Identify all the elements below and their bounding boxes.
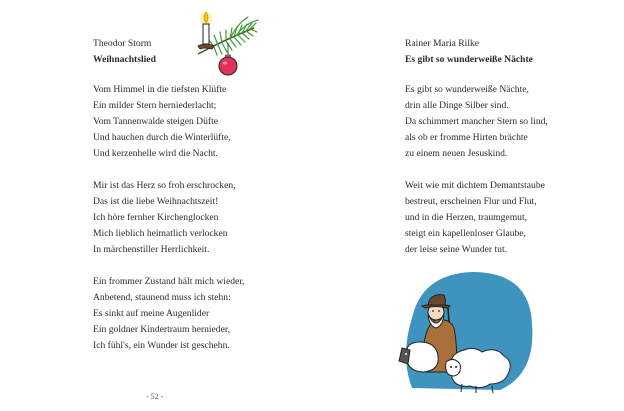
right-poem-author: Rainer Maria Rilke <box>405 38 480 49</box>
poem-line: als ob er fromme Hirten brächte <box>405 132 528 143</box>
poem-line: Das ist die liebe Weihnachtszeit! <box>93 196 219 207</box>
poem-line: Mich lieblich heimatlich verlocken <box>93 228 228 239</box>
poem-line: Anbetend, staunend muss ich stehn: <box>93 292 231 303</box>
poem-line: Ein frommer Zustand hält mich wieder, <box>93 276 245 287</box>
poem-line: In märchenstiller Herrlichkeit. <box>93 244 210 255</box>
left-poem-stanza-2 <box>93 178 343 258</box>
poem-line: Weit wie mit dichtem Demantstaube <box>405 180 545 191</box>
left-poem <box>93 36 343 370</box>
poem-line: Da schimmert mancher Stern so lind, <box>405 116 548 127</box>
poem-line: zu einem neuen Jesuskind. <box>405 148 508 159</box>
right-poem <box>405 36 605 274</box>
right-poem-stanza-2 <box>405 178 605 258</box>
poem-line: drin alle Dinge Silber sind. <box>405 100 509 111</box>
poem-line: Ich höre fernher Kirchenglocken <box>93 212 219 223</box>
poem-line: der leise seine Wunder tut. <box>405 244 508 255</box>
ornament-icon <box>219 43 237 75</box>
poem-line: Und hauchen durch die Winterlüfte, <box>93 132 231 143</box>
candle-branch-illustration <box>184 10 270 78</box>
left-poem-author: Theodor Storm <box>93 38 152 49</box>
left-poem-title: Weihnachtslied <box>93 54 156 65</box>
sheep-left-icon <box>399 342 438 372</box>
poem-line: Vom Himmel in die tiefsten Klüfte <box>93 84 227 95</box>
poem-line: Mir ist das Herz so froh erschrocken, <box>93 180 236 191</box>
right-poem-title: Es gibt so wunderweiße Nächte <box>405 54 533 65</box>
right-poem-stanza-1 <box>405 82 605 162</box>
poem-line: Ich fühl's, ein Wunder ist geschehn. <box>93 340 230 351</box>
poem-line: Es sinkt auf meine Augenlider <box>93 308 210 319</box>
poem-line: und in die Herzen, traumgemut, <box>405 212 528 223</box>
shepherd-sheep-illustration <box>392 268 542 398</box>
poem-line: bestreut, erscheinen Flur und Flut, <box>405 196 537 207</box>
poem-line: Ein goldner Kindertraum hernieder, <box>93 324 231 335</box>
page-number: - 52 - <box>146 392 164 401</box>
left-poem-stanza-3 <box>93 274 343 354</box>
poem-line: Und kerzenhelle wird die Nacht. <box>93 148 218 159</box>
poem-line: Ein milder Stern herniederlacht; <box>93 100 217 111</box>
poem-line: Vom Tannenwalde steigen Düfte <box>93 116 218 127</box>
poem-line: steigt ein kapellenloser Glaube, <box>405 228 526 239</box>
poem-line: Es gibt so wunderweiße Nächte, <box>405 84 529 95</box>
left-poem-stanza-1 <box>93 82 343 162</box>
